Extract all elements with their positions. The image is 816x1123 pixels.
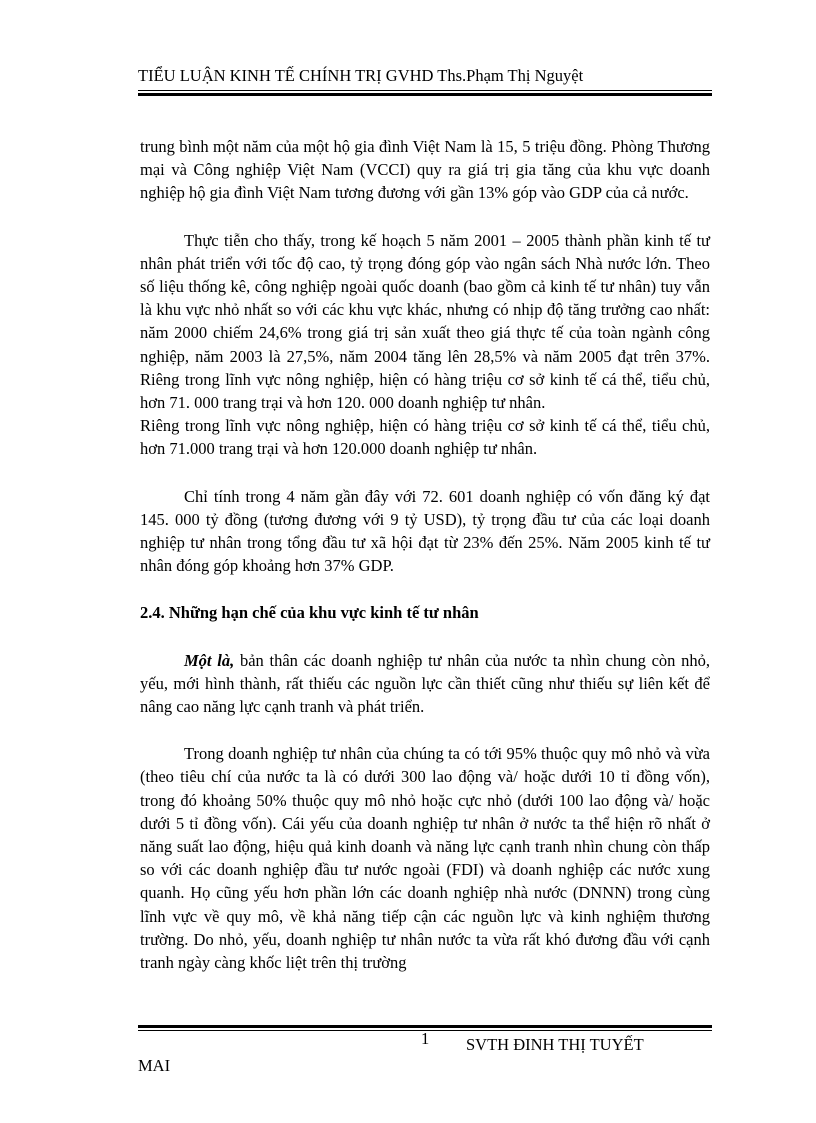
footer-author: SVTH ĐINH THỊ TUYẾT [466, 1035, 644, 1054]
paragraph-spacer [140, 205, 710, 229]
paragraph-agriculture: Riêng trong lĩnh vực nông nghiệp, hiện có hàng triệu cơ sở kinh tế cá thể, tiểu chủ, hơn 71.000 trang trại và hơn 120.000 doanh nghiệp tư nhân. [140, 416, 710, 459]
header-divider-thick [138, 93, 712, 96]
paragraph-growth: Thực tiễn cho thấy, trong kế hoạch 5 năm 2001 – 2005 thành phần kinh tế tư nhân phát triển với tốc độ cao, tỷ trọng đóng góp vào ngân sách Nhà nước lớn. Theo số liệu thống kê, công nghiệp ngoài quốc doanh (bao gồm cả kinh tế tư nhân) tuy vẫn là khu vực nhỏ nhất so với các khu vực khác, nhưng có nhịp độ tăng trưởng cao nhất: năm 2000 chiếm 24,6% trong giá trị sản xuất theo giá thực tế của toàn ngành công nghiệp, năm 2003 là 27,5%, năm 2004 tăng lên 28,5% và năm 2005 đạt trên 37%. Riêng trong lĩnh vực nông nghiệp, hiện có hàng triệu cơ sở kinh tế cá thể, tiểu chủ, hơn 71. 000 trang trại và hơn 120. 000 doanh nghiệp tư nhân. [140, 230, 710, 413]
header-divider-thin [138, 90, 712, 91]
paragraph-sme-share: Trong doanh nghiệp tư nhân của chúng ta có tới 95% thuộc quy mô nhỏ và vừa (theo tiêu chí của nước ta là có dưới 300 lao động và/ hoặc dưới 10 tỉ đồng vốn), trong đó khoảng 50% thuộc quy mô nhỏ hoặc cực nhỏ (dưới 100 lao động và/ hoặc dưới 5 tỉ đồng vốn). Cái yếu của doanh nghiệp tư nhân ở nước ta thể hiện rõ nhất ở năng suất lao động, hiệu quả kinh doanh và năng lực cạnh tranh nhìn chung còn thấp so với các doanh nghiệp đầu tư nước ngoài (FDI) và doanh nghiệp các nước xung quanh. Họ cũng yếu hơn phần lớn các doanh nghiệp nhà nước (DNNN) trong cùng lĩnh vực về quy mô, về khả năng tiếp cận các nguồn lực và kinh nghiệm thương trường. Do nhỏ, yếu, doanh nghiệp tư nhân nước ta vừa rất khó đương đầu với cạnh tranh ngày càng khốc liệt trên thị trường [140, 744, 710, 973]
footer-author-continued: MAI [138, 1056, 171, 1075]
paragraph-limitation-one [140, 649, 710, 719]
lead-phrase: Một là, [184, 650, 235, 670]
body-text [140, 135, 710, 974]
paragraph-spacer [140, 625, 710, 649]
running-header: TIỂU LUẬN KINH TẾ CHÍNH TRỊ GVHD Ths.Phạm Thị Nguyệt [138, 66, 584, 85]
paragraph-spacer [140, 461, 710, 485]
paragraph-continuation: trung bình một năm của một hộ gia đình Việt Nam là 15, 5 triệu đồng. Phòng Thương mại và Công nghiệp Việt Nam (VCCI) quy ra giá trị gia tăng của khu vực doanh nghiệp hộ gia đình Việt Nam tương đương với gần 13% góp vào GDP của cả nước. [140, 137, 710, 203]
page-number: 1 [421, 1029, 430, 1048]
paragraph-spacer [140, 718, 710, 742]
paragraph-limitation-one-text: bản thân các doanh nghiệp tư nhân của nước ta nhìn chung còn nhỏ, yếu, mới hình thành, rất thiếu các nguồn lực cần thiết cũng như thiếu sự liên kết để nâng cao năng lực cạnh tranh và phát triển. [140, 650, 711, 717]
footer-divider-thick [138, 1025, 712, 1028]
paragraph-spacer [140, 577, 710, 601]
paragraph-investment: Chỉ tính trong 4 năm gần đây với 72. 601 doanh nghiệp có vốn đăng ký đạt 145. 000 tỷ đồng (tương đương với 9 tỷ USD), tỷ trọng đầu tư của các loại doanh nghiệp tư nhân trong tổng đầu tư xã hội đạt từ 23% đến 25%. Năm 2005 kinh tế tư nhân đóng góp khoảng hơn 37% GDP. [140, 486, 710, 576]
section-heading: 2.4. Những hạn chế của khu vực kinh tế tư nhân [140, 603, 479, 623]
